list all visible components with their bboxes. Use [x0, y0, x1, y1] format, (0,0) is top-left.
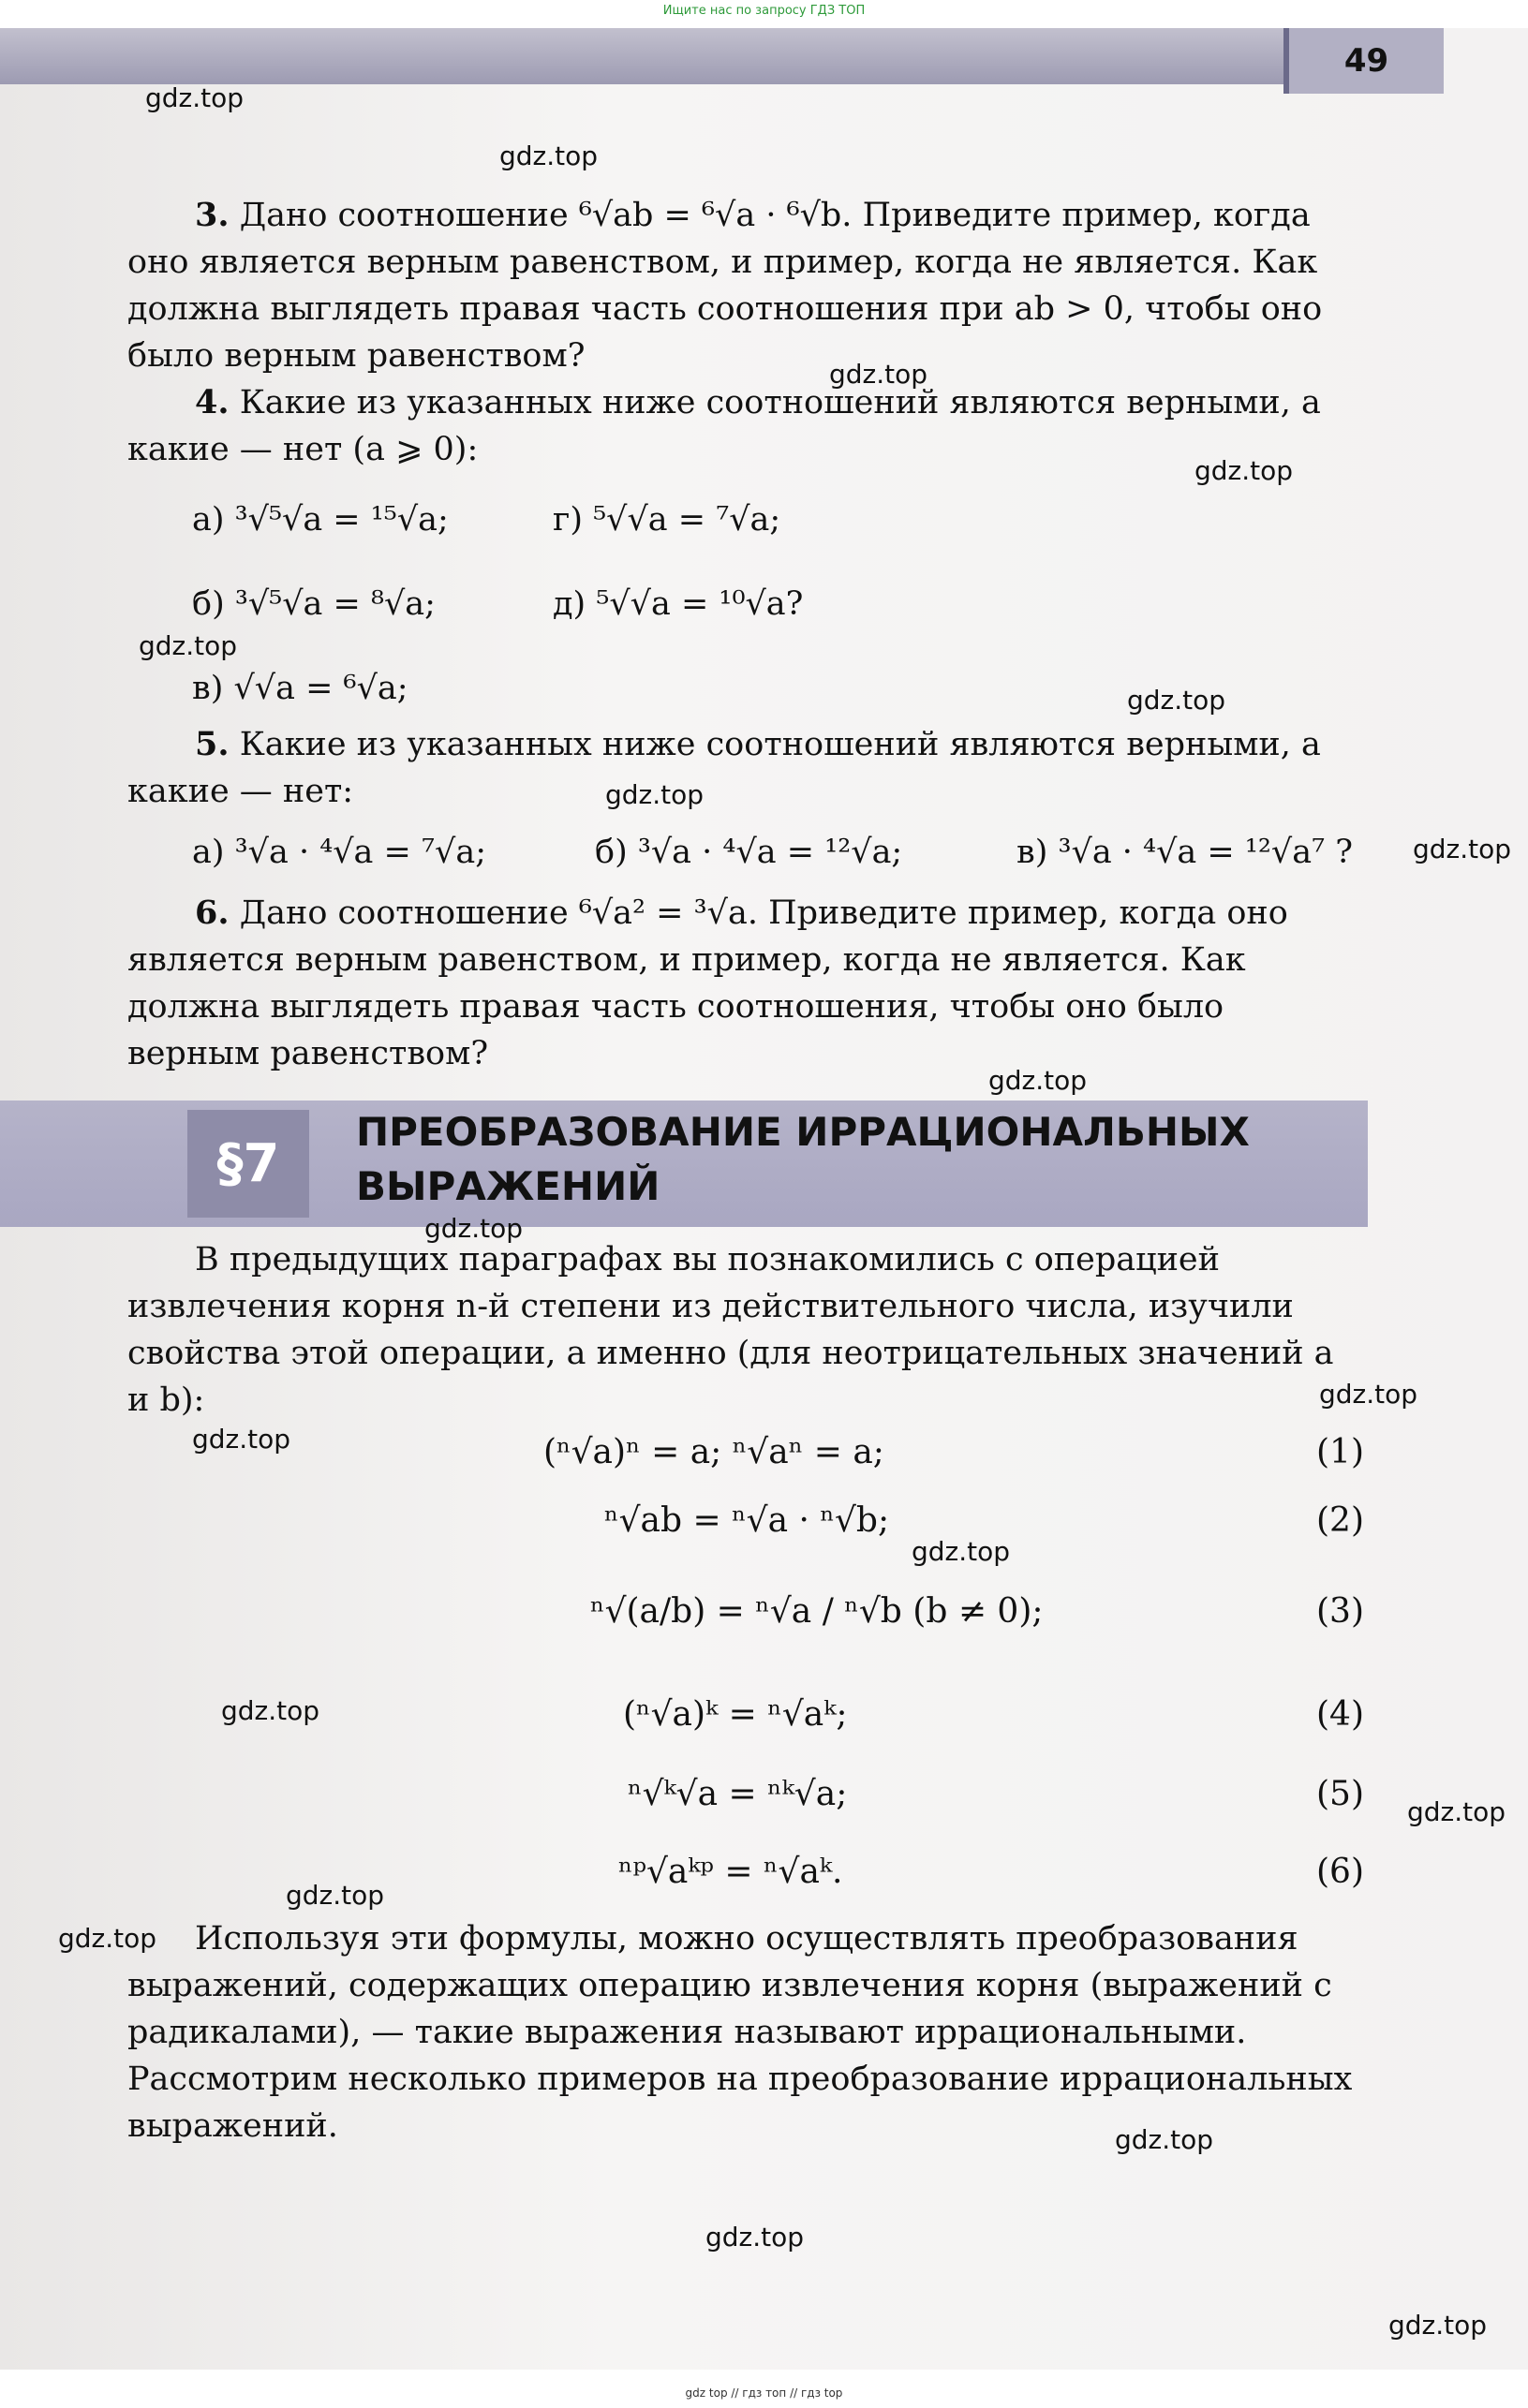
watermark: gdz.top — [1127, 685, 1226, 716]
watermark: gdz.top — [912, 1536, 1011, 1567]
formula-2: ⁿ√ab = ⁿ√a · ⁿ√b; — [604, 1501, 890, 1540]
exercise-4-option-d: д) ⁵√√a = ¹⁰√a? — [553, 585, 804, 623]
exercise-3-text-a: Дано соотношение — [239, 197, 569, 234]
watermark: gdz.top — [1388, 2310, 1488, 2341]
formula-6-number: (6) — [1316, 1853, 1364, 1891]
formula-5: ⁿ√ᵏ√a = ⁿᵏ√a; — [628, 1775, 848, 1813]
closing-paragraph: Используя эти формулы, можно осуществлять преобразования выражений, содержащих операцию извлечения корня (выражений с радикалами), — такие выражения называют иррациональными. Рассмотрим несколько примеров на преобразование иррациональных выражений. — [127, 1920, 1353, 2145]
exercise-5-option-b: б) ³√a · ⁴√a = ¹²√a; — [595, 834, 903, 871]
exercise-6-formula: ⁶√a² = ³√a. — [578, 894, 758, 932]
exercise-6-number: 6. — [195, 894, 230, 932]
formula-4-number: (4) — [1316, 1695, 1364, 1734]
exercise-4-number: 4. — [195, 383, 230, 421]
watermark: gdz.top — [829, 359, 928, 390]
bottom-hint: gdz top // гдз топ // гдз top — [685, 2386, 843, 2400]
top-hint: Ищите нас по запросу ГДЗ ТОП — [662, 4, 866, 18]
watermark: gdz.top — [145, 82, 245, 113]
exercise-6-text-b: Приведите пример, когда оно является верным равенством, и пример, когда не является. Как должна выглядеть правая часть соотношения, чтобы оно было верным равенством? — [127, 894, 1288, 1072]
exercise-4-option-g: г) ⁵√√a = ⁷√a; — [553, 501, 781, 539]
exercise-4-option-b: б) ³√⁵√a = ⁸√a; — [192, 585, 436, 623]
formula-4: (ⁿ√a)ᵏ = ⁿ√aᵏ; — [623, 1695, 848, 1734]
exercise-5-number: 5. — [195, 725, 230, 763]
exercise-4-text: Какие из указанных ниже соотношений являются верными, а какие — нет (a ⩾ 0): — [127, 384, 1321, 468]
watermark: gdz.top — [139, 630, 238, 661]
exercise-4 — [127, 379, 1364, 473]
formula-6: ⁿᵖ√aᵏᵖ = ⁿ√aᵏ. — [618, 1853, 843, 1891]
formula-1: (ⁿ√a)ⁿ = a; ⁿ√aⁿ = a; — [543, 1433, 884, 1471]
exercise-5-option-a: а) ³√a · ⁴√a = ⁷√a; — [192, 834, 486, 871]
header-band — [0, 28, 1283, 84]
exercise-5-option-v: в) ³√a · ⁴√a = ¹²√a⁷ ? — [1016, 834, 1353, 871]
exercise-6 — [127, 890, 1364, 1077]
exercise-5-text: Какие из указанных ниже соотношений являются верными, а какие — нет: — [127, 726, 1321, 810]
watermark: gdz.top — [192, 1424, 291, 1455]
formula-5-number: (5) — [1316, 1775, 1364, 1813]
exercise-3 — [127, 192, 1364, 379]
formula-1-number: (1) — [1316, 1433, 1364, 1471]
exercise-5 — [127, 721, 1364, 815]
exercise-3-text-b: Приведите пример, когда оно является верным равенством, и пример, когда не является. Как должна выглядеть правая часть соотношения при ab > 0, чтобы оно было верным равенством? — [127, 197, 1323, 375]
watermark: gdz.top — [424, 1213, 524, 1244]
watermark: gdz.top — [988, 1065, 1088, 1096]
watermark: gdz.top — [221, 1695, 320, 1726]
formula-3-number: (3) — [1316, 1592, 1364, 1631]
watermark: gdz.top — [58, 1923, 157, 1954]
exercise-3-number: 3. — [195, 196, 230, 234]
watermark: gdz.top — [1413, 834, 1512, 864]
exercise-4-option-v: в) √√a = ⁶√a; — [192, 670, 408, 707]
section-number: §7 — [187, 1110, 309, 1218]
exercise-6-text-a: Дано соотношение — [239, 894, 569, 932]
exercise-3-formula: ⁶√ab = ⁶√a · ⁶√b. — [578, 197, 853, 234]
exercise-4-option-a: а) ³√⁵√a = ¹⁵√a; — [192, 501, 449, 539]
formula-3: ⁿ√(a/b) = ⁿ√a / ⁿ√b (b ≠ 0); — [590, 1592, 1044, 1631]
watermark: gdz.top — [286, 1880, 385, 1911]
watermark: gdz.top — [705, 2222, 805, 2253]
section-title: ПРЕОБРАЗОВАНИЕ ИРРАЦИОНАЛЬНЫХ ВЫРАЖЕНИЙ — [356, 1109, 1250, 1209]
formula-2-number: (2) — [1316, 1501, 1364, 1540]
watermark: gdz.top — [1194, 455, 1294, 486]
watermark: gdz.top — [1319, 1379, 1418, 1410]
watermark: gdz.top — [1115, 2124, 1214, 2155]
watermark: gdz.top — [1407, 1796, 1506, 1827]
watermark: gdz.top — [605, 779, 705, 810]
page-number: 49 — [1283, 28, 1444, 94]
watermark: gdz.top — [499, 140, 599, 171]
intro-paragraph: В предыдущих параграфах вы познакомились с операцией извлечения корня n-й степени из действительного числа, изучили свойства этой операции, а именно (для неотрицательных значений a и b): — [127, 1241, 1334, 1419]
